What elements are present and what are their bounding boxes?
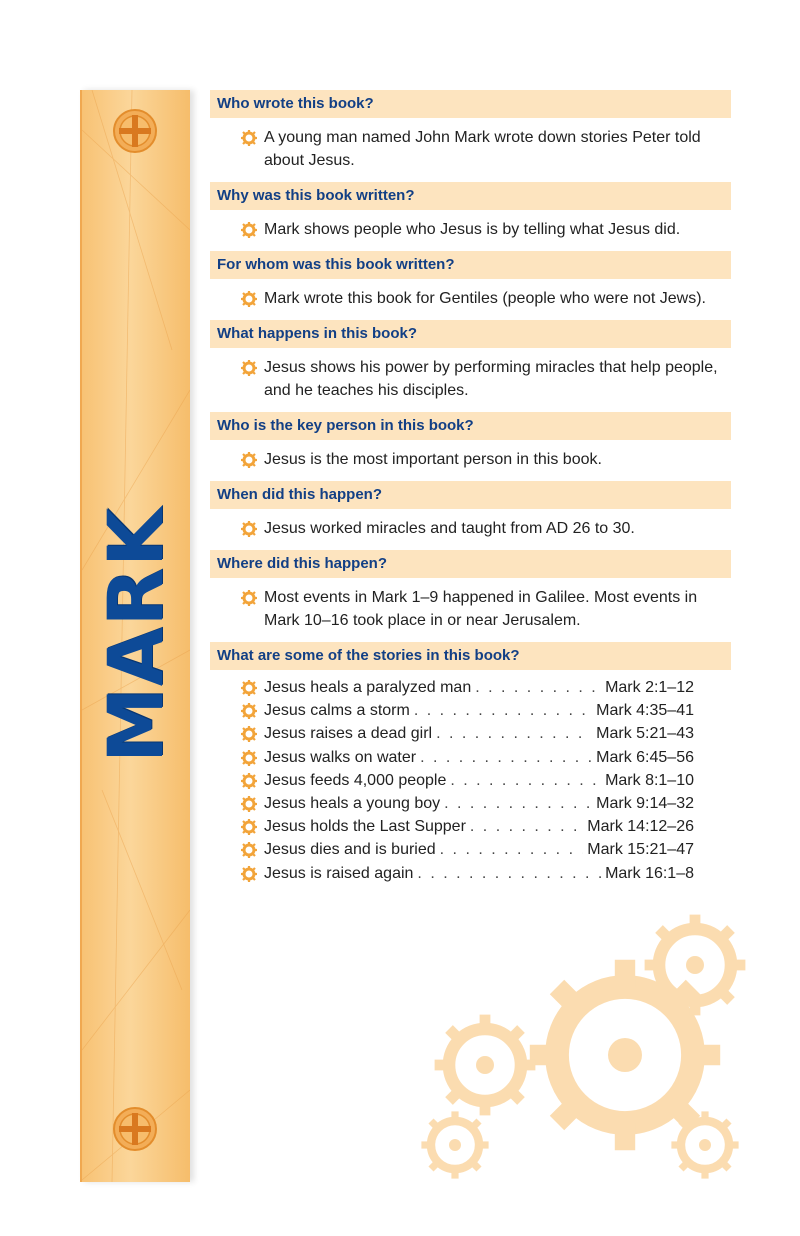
answer-text: A young man named John Mark wrote down stories Peter told about Jesus. (264, 129, 701, 169)
story-item (240, 769, 694, 792)
story-title: Jesus feeds 4,000 people (264, 771, 447, 789)
book-overview (210, 90, 731, 895)
story-reference: Mark 2:1–12 (605, 679, 694, 696)
story-reference: Mark 14:12–26 (587, 818, 694, 836)
answer (210, 118, 731, 182)
question-header: What happens in this book? (210, 320, 731, 348)
section-author (210, 90, 731, 182)
story-reference: Mark 9:14–32 (596, 794, 694, 812)
sun-gear-icon (241, 360, 257, 376)
story-reference: Mark 15:21–47 (587, 841, 694, 859)
story-item (240, 792, 694, 815)
answer (210, 509, 731, 550)
sun-gear-icon (241, 796, 257, 812)
story-title: Jesus calms a storm (264, 702, 410, 720)
section-purpose (210, 182, 731, 251)
question-header: What are some of the stories in this book? (210, 642, 731, 670)
dot-leader (440, 838, 584, 861)
answer-text: Jesus shows his power by performing miracles that help people, and he teaches his disciples. (264, 359, 718, 399)
section-where (210, 550, 731, 642)
sun-gear-icon (241, 703, 257, 719)
answer (210, 279, 731, 320)
story-title: Jesus is raised again (264, 864, 414, 882)
story-reference: Mark 6:45–56 (596, 748, 694, 766)
question-header: Why was this book written? (210, 182, 731, 210)
story-title: Jesus walks on water (264, 748, 417, 766)
dot-leader (444, 792, 592, 815)
story-reference: Mark 16:1–8 (605, 864, 694, 882)
sun-gear-icon (241, 130, 257, 146)
sun-gear-icon (241, 222, 257, 238)
story-item (240, 722, 694, 745)
sun-gear-icon (241, 773, 257, 789)
sun-gear-icon (241, 521, 257, 537)
dot-leader (475, 676, 601, 699)
section-stories (210, 642, 731, 895)
question-header: Who is the key person in this book? (210, 412, 731, 440)
dot-leader (470, 815, 583, 838)
dot-leader (420, 746, 592, 769)
story-reference: Mark 5:21–43 (596, 725, 694, 743)
section-audience (210, 251, 731, 320)
story-item (240, 699, 694, 722)
sun-gear-icon (241, 291, 257, 307)
gears-icon (395, 905, 750, 1190)
story-title: Jesus heals a young boy (264, 794, 441, 812)
story-item (240, 746, 694, 769)
story-title: Jesus dies and is buried (264, 841, 436, 859)
answer (210, 578, 731, 642)
section-key-person (210, 412, 731, 481)
title-container (82, 507, 190, 763)
sun-gear-icon (241, 842, 257, 858)
answer-text: Mark shows people who Jesus is by telling what Jesus did. (264, 221, 681, 238)
answer (210, 440, 731, 481)
story-title: Jesus holds the Last Supper (264, 818, 466, 836)
sun-gear-icon (241, 750, 257, 766)
section-when (210, 481, 731, 550)
book-title-band (80, 90, 190, 1182)
answer-text: Most events in Mark 1–9 happened in Galilee. Most events in Mark 10–16 took place in or near Jerusalem. (264, 589, 698, 629)
story-reference: Mark 4:35–41 (596, 702, 694, 720)
story-item (240, 815, 694, 838)
sun-gear-icon (241, 452, 257, 468)
answer (210, 210, 731, 251)
stories-list (210, 670, 731, 895)
story-item (240, 676, 694, 699)
dot-leader (414, 699, 592, 722)
question-header: For whom was this book written? (210, 251, 731, 279)
story-item (240, 862, 694, 885)
question-header: When did this happen? (210, 481, 731, 509)
answer-text: Jesus worked miracles and taught from AD 26 to 30. (264, 520, 635, 537)
dot-leader (436, 722, 592, 745)
story-title: Jesus heals a paralyzed man (264, 679, 472, 696)
sun-gear-icon (241, 680, 257, 696)
sun-gear-icon (241, 819, 257, 835)
answer (210, 348, 731, 412)
dot-leader (450, 769, 601, 792)
story-title: Jesus raises a dead girl (264, 725, 433, 743)
section-summary (210, 320, 731, 412)
cross-bolt-icon (112, 1106, 158, 1152)
answer-text: Mark wrote this book for Gentiles (people who were not Jews). (264, 290, 706, 307)
dot-leader (417, 862, 601, 885)
book-title: MARK (91, 507, 180, 763)
answer-text: Jesus is the most important person in this book. (264, 451, 602, 468)
story-item (240, 838, 694, 861)
sun-gear-icon (241, 726, 257, 742)
sun-gear-icon (241, 590, 257, 606)
question-header: Where did this happen? (210, 550, 731, 578)
question-header: Who wrote this book? (210, 90, 731, 118)
cross-bolt-icon (112, 108, 158, 154)
sun-gear-icon (241, 866, 257, 882)
story-reference: Mark 8:1–10 (605, 771, 694, 789)
